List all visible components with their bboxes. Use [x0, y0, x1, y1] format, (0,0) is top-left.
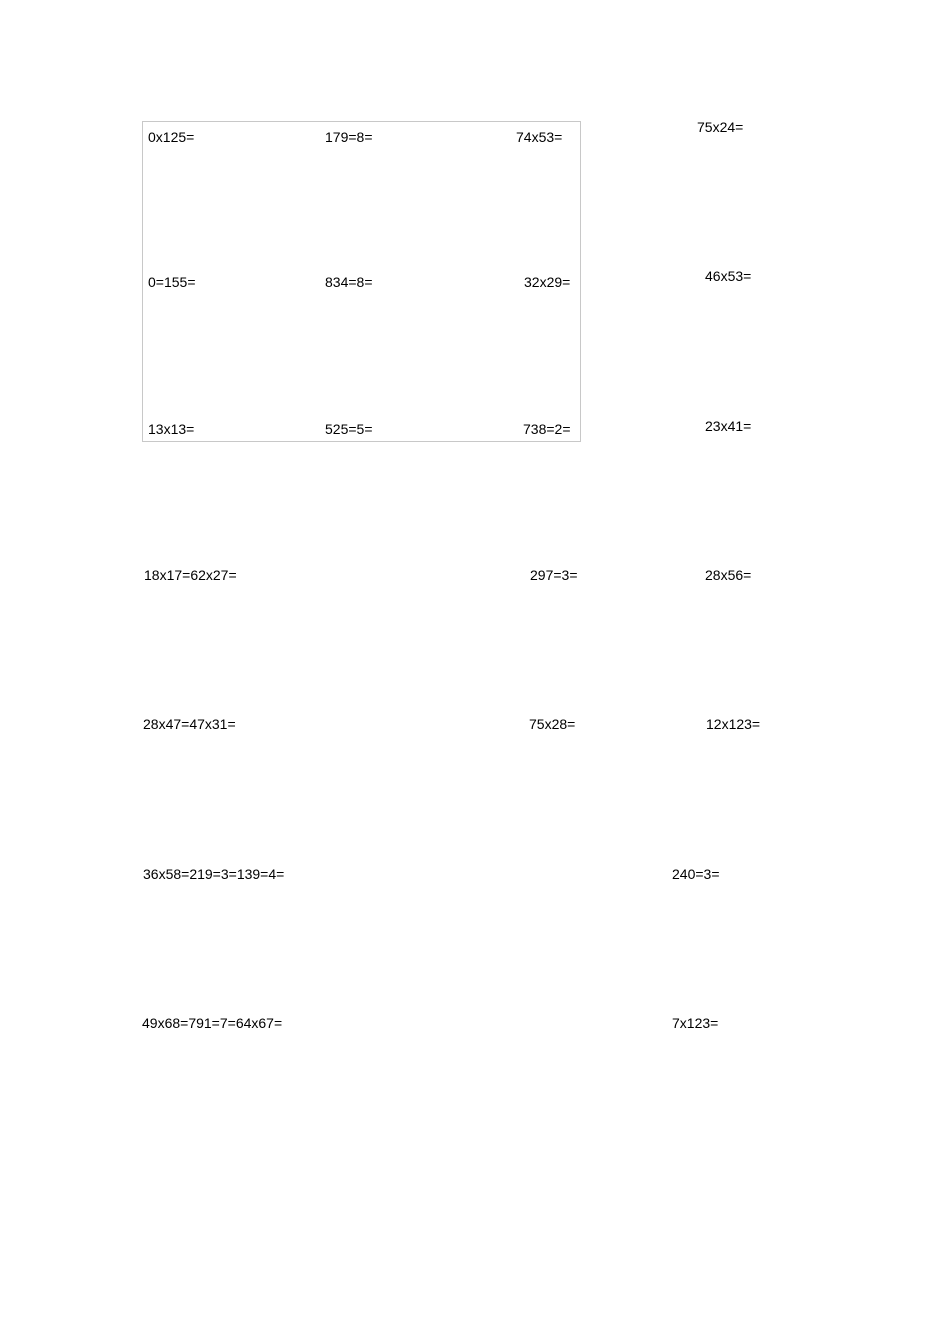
problem-right-1: 75x24= [697, 119, 744, 135]
problem-lower-3-left: 36x58=219=3=139=4= [143, 866, 285, 882]
problem-r1-c1: 0x125= [148, 129, 195, 145]
problem-lower-2-middle: 75x28= [529, 716, 576, 732]
problem-lower-2-left: 28x47=47x31= [143, 716, 236, 732]
problem-r2-c2: 834=8= [325, 274, 373, 290]
problem-r2-c3: 32x29= [524, 274, 571, 290]
problem-r1-c2: 179=8= [325, 129, 373, 145]
problem-right-4: 28x56= [705, 567, 752, 583]
problem-right-2: 46x53= [705, 268, 752, 284]
problem-right-7: 7x123= [672, 1015, 719, 1031]
problem-lower-1-left: 18x17=62x27= [144, 567, 237, 583]
problem-r3-c1: 13x13= [148, 421, 195, 437]
problem-r2-c1: 0=155= [148, 274, 196, 290]
problem-lower-4-left: 49x68=791=7=64x67= [142, 1015, 283, 1031]
problem-right-5: 12x123= [706, 716, 761, 732]
problem-r3-c3: 738=2= [523, 421, 571, 437]
problem-right-3: 23x41= [705, 418, 752, 434]
problem-right-6: 240=3= [672, 866, 720, 882]
problem-r1-c3: 74x53= [516, 129, 563, 145]
problem-lower-1-middle: 297=3= [530, 567, 578, 583]
problem-r3-c2: 525=5= [325, 421, 373, 437]
